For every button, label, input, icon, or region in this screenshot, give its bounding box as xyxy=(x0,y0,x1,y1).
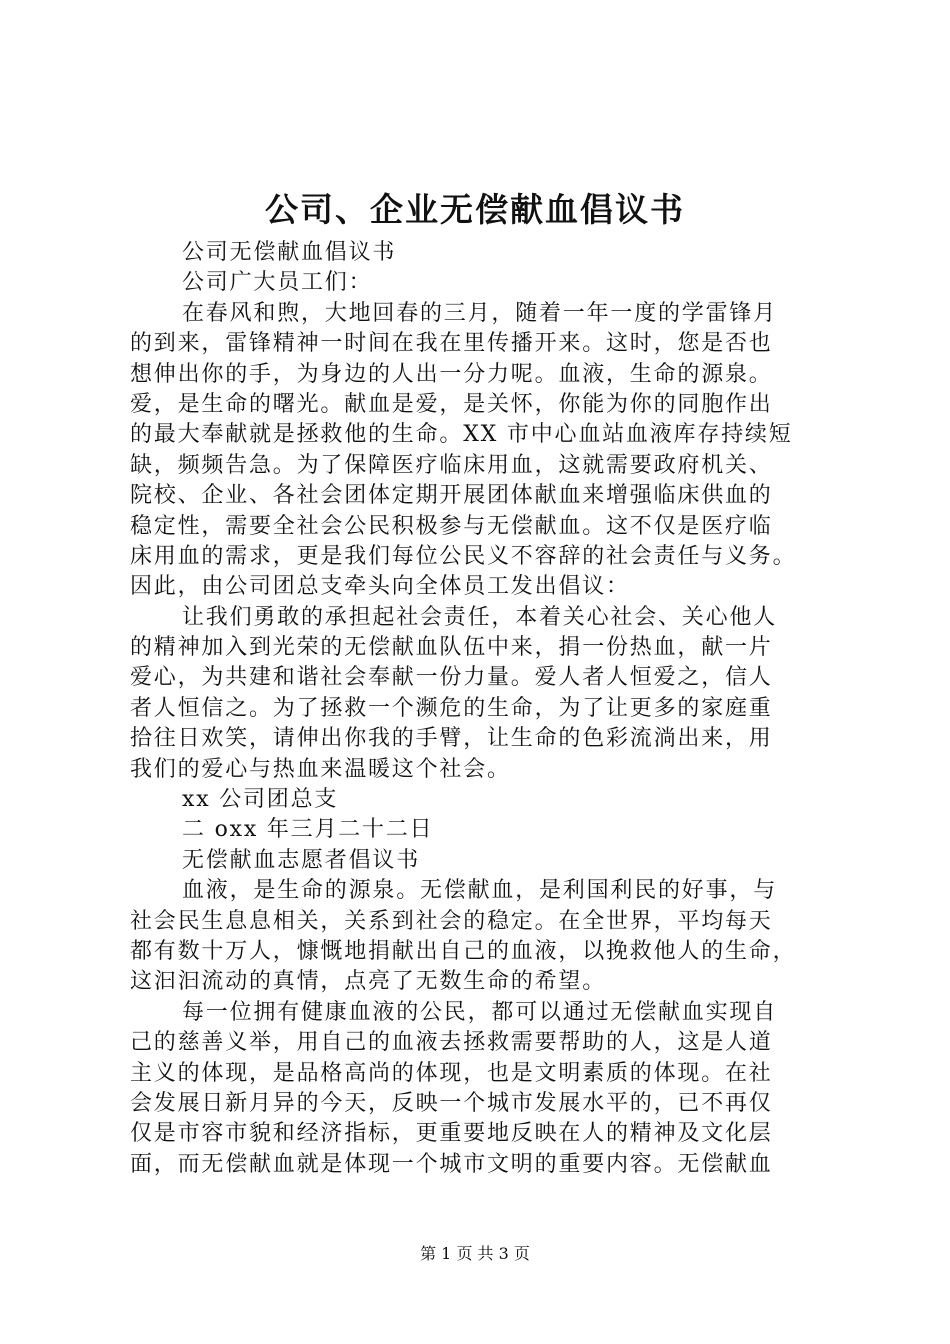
text-line: 每一位拥有健康血液的公民，都可以通过无偿献血实现自 xyxy=(182,999,778,1025)
text-line: 爱心，为共建和谐社会奉献一份力量。爱人者人恒爱之，信人 xyxy=(130,665,773,691)
text-line: 公司无偿献血倡议书 xyxy=(182,240,397,265)
text-line: 主义的体现，是品格高尚的体现，也是文明素质的体现。在社 xyxy=(130,1060,773,1086)
text-line: 院校、企业、各社会团体定期开展团体献血来增强临床供血的 xyxy=(130,483,773,509)
text-line: 这汩汩流动的真情，点亮了无数生命的希望。 xyxy=(130,969,607,995)
text-line: 都有数十万人，慷慨地捐献出自己的血液，以挽救他人的生命， xyxy=(130,938,797,964)
text-line: 的最大奉献就是拯救他的生命。XX 市中心血站血液库存持续短 xyxy=(130,422,793,448)
document-title: 公司、企业无偿献血倡议书 xyxy=(265,190,685,229)
text-line: 血液，是生命的源泉。无偿献血，是利国利民的好事，与 xyxy=(182,878,778,904)
text-line: 因此，由公司团总支牵头向全体员工发出倡议： xyxy=(130,574,630,600)
text-line: 己的慈善义举，用自己的血液去拯救需要帮助的人，这是人道 xyxy=(130,1030,773,1056)
text-line: 拾往日欢笑，请伸出你我的手臂，让生命的色彩流淌出来，用 xyxy=(130,726,773,752)
text-line: 的到来，雷锋精神一时间在我在里传播开来。这时，您是否也 xyxy=(130,331,773,357)
text-line: 无偿献血志愿者倡议书 xyxy=(182,847,421,873)
text-line: 社会民生息息相关，关系到社会的稳定。在全世界，平均每天 xyxy=(130,908,773,934)
text-line: 床用血的需求，更是我们每位公民义不容辞的社会责任与义务。 xyxy=(130,543,797,569)
page-number-footer: 第 1 页 共 3 页 xyxy=(420,1244,530,1263)
text-line: 想伸出你的手，为身边的人出一分力呢。血液，生命的源泉。 xyxy=(130,361,773,387)
text-line: 仅是市容市貌和经济指标，更重要地反映在人的精神及文化层 xyxy=(130,1121,773,1147)
text-line: 的精神加入到光荣的无偿献血队伍中来，捐一份热血，献一片 xyxy=(130,635,773,661)
document-body xyxy=(130,238,830,1180)
text-line: 会发展日新月异的今天，反映一个城市发展水平的，已不再仅 xyxy=(130,1090,773,1116)
text-line: 面，而无偿献血就是体现一个城市文明的重要内容。无偿献血 xyxy=(130,1151,773,1177)
text-line: 让我们勇敢的承担起社会责任，本着关心社会、关心他人 xyxy=(182,604,778,630)
text-line: xx 公司团总支 xyxy=(182,787,339,813)
text-line: 缺，频频告急。为了保障医疗临床用血，这就需要政府机关、 xyxy=(130,452,773,478)
text-line: 在春风和煦，大地回春的三月，随着一年一度的学雷锋月 xyxy=(182,300,778,326)
text-line: 我们的爱心与热血来温暖这个社会。 xyxy=(130,756,511,782)
text-line: 爱，是生命的曙光。献血是爱，是关怀，你能为你的同胞作出 xyxy=(130,391,773,417)
text-line: 者人恒信之。为了拯救一个濒危的生命，为了让更多的家庭重 xyxy=(130,695,773,721)
text-line: 稳定性，需要全社会公民积极参与无偿献血。这不仅是医疗临 xyxy=(130,513,773,539)
text-line: 二 oxx 年三月二十二日 xyxy=(182,817,434,843)
text-line: 公司广大员工们： xyxy=(182,270,373,296)
